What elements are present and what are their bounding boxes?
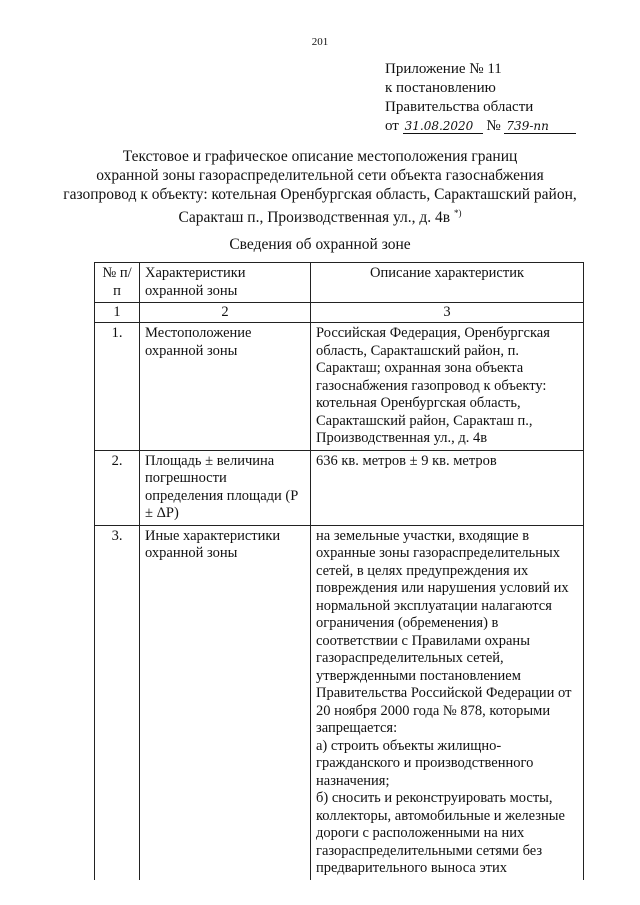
section-title: Сведения об охранной зоне	[229, 236, 411, 253]
row-description: Российская Федерация, Оренбургская область, Саракташский район, п. Саракташ; охранная зона объекта газоснабжения газопровод к объекту: котельная Оренбургская область, Саракташский район, Саракташ п., Производственная ул., д. 4в	[311, 323, 584, 451]
row-description-cell	[311, 525, 584, 880]
restriction-item-a: а) строить объекты жилищно-гражданского и производственного назначения;	[316, 737, 534, 789]
appendix-line-2: к постановлению	[385, 80, 496, 96]
row-characteristic: Местоположение охранной зоны	[140, 323, 311, 451]
appendix-line-1: Приложение № 11	[385, 61, 502, 77]
column-number-row	[95, 303, 584, 323]
number-sign: №	[486, 118, 501, 134]
row-description: 636 кв. метров ± 9 кв. метров	[311, 450, 584, 525]
row-number: 1.	[95, 323, 140, 451]
handwritten-number: 739-пп	[504, 119, 576, 134]
table-row	[95, 450, 584, 525]
handwritten-date: 31.08.2020	[403, 119, 483, 134]
column-number-2: 2	[140, 303, 311, 323]
row-characteristic: Иные характеристики охранной зоны	[140, 525, 311, 880]
header-description: Описание характеристик	[311, 263, 584, 303]
table-header-row	[95, 263, 584, 303]
table-row	[95, 525, 584, 880]
footnote-mark: *)	[454, 208, 462, 218]
column-number-1: 1	[95, 303, 140, 323]
from-prefix: от	[385, 118, 399, 134]
header-characteristic: Характеристики охранной зоны	[140, 263, 311, 303]
restriction-item-b: б) сносить и реконструировать мосты, коллекторы, автомобильные и железные дороги с расположенными на них газораспределительными сетями без предварительного выноса этих	[316, 790, 565, 876]
title-line-4	[60, 204, 580, 227]
document-title	[60, 147, 580, 227]
row-number: 3.	[95, 525, 140, 880]
appendix-line-3: Правительства области	[385, 99, 534, 115]
page-number: 201	[311, 36, 329, 48]
title-line-2: охранной зоны газораспределительной сети объекта газоснабжения	[96, 167, 544, 184]
row-number: 2.	[95, 450, 140, 525]
appendix-block	[385, 60, 576, 136]
title-line-3: газопровод к объекту: котельная Оренбургская область, Саракташский район,	[63, 186, 577, 203]
header-number: № п/п	[95, 263, 140, 303]
column-number-3: 3	[311, 303, 584, 323]
title-line-4-text: Саракташ п., Производственная ул., д. 4в	[178, 209, 451, 227]
row-characteristic: Площадь ± величина погрешности определения площади (P ± ΔP)	[140, 450, 311, 525]
row-description: на земельные участки, входящие в охранные зоны газораспределительных сетей, в целях предупреждения их повреждения или нарушения условий их нормальной эксплуатации налагаются ограничения (обременения) в соответствии с Правилами охраны газораспределительных сетей, утвержденными постановлением Правительства Российской Федерации от 20 ноября 2000 года № 878, которыми запрещается:	[316, 527, 572, 736]
table-row	[95, 323, 584, 451]
appendix-date-line	[385, 117, 576, 136]
protection-zone-table	[94, 262, 584, 880]
title-line-1: Текстовое и графическое описание местоположения границ	[122, 148, 518, 165]
